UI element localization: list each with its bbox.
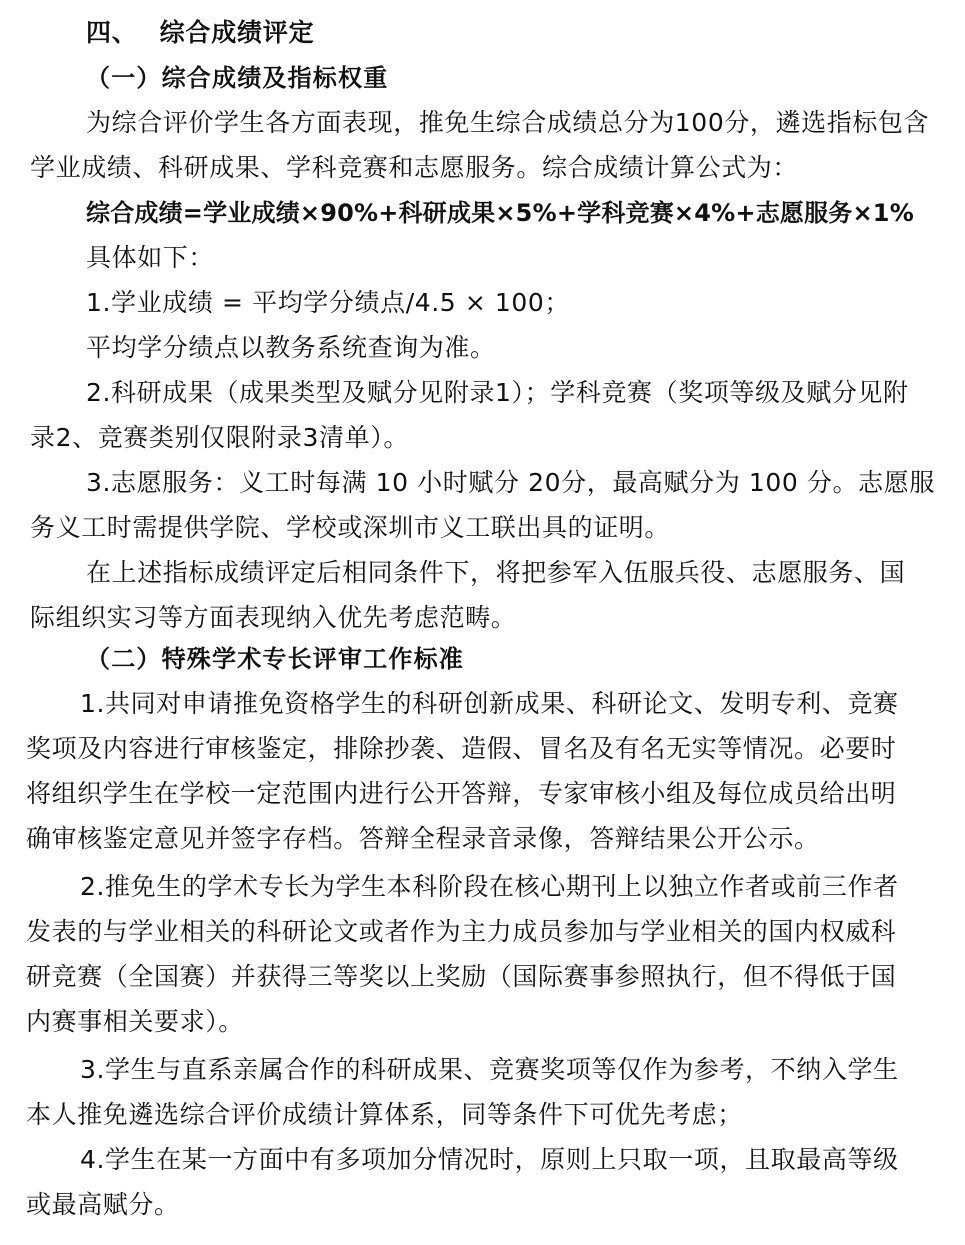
para-3-line-2: 本人推免遴选综合评价成绩计算体系，同等条件下可优先考虑； xyxy=(26,1100,743,1129)
item-1-note: 平均学分绩点以教务系统查询为准。 xyxy=(86,333,496,362)
item-1-academic: 1.学业成绩 = 平均学分绩点/4.5 × 100； xyxy=(86,288,571,317)
details-label: 具体如下： xyxy=(86,243,215,272)
section-heading xyxy=(86,18,314,48)
subsection-2-title: （二）特殊学术专长评审工作标准 xyxy=(86,644,464,673)
subsection-1-title: （一）综合成绩及指标权重 xyxy=(86,63,389,92)
item-2-line-2: 录2、竞赛类别仅限附录3清单）。 xyxy=(30,423,409,452)
para-4-line-2: 或最高赋分。 xyxy=(26,1190,180,1219)
intro-line-2: 学业成绩、科研成果、学科竞赛和志愿服务。综合成绩计算公式为： xyxy=(30,153,799,182)
para-1-line-1: 1.共同对申请推免资格学生的科研创新成果、科研论文、发明专利、竞赛 xyxy=(80,689,899,718)
para-1-line-2: 奖项及内容进行审核鉴定，排除抄袭、造假、冒名及有名无实等情况。必要时 xyxy=(26,734,897,763)
para-1-line-3: 将组织学生在学校一定范围内进行公开答辩，专家审核小组及每位成员给出明 xyxy=(26,779,897,808)
para-2-line-4: 内赛事相关要求）。 xyxy=(26,1007,244,1036)
item-3-line-2: 务义工时需提供学院、学校或深圳市义工联出具的证明。 xyxy=(30,513,671,542)
para-2-line-1: 2.推免生的学术专长为学生本科阶段在核心期刊上以独立作者或前三作者 xyxy=(80,872,899,901)
para-2-line-2: 发表的与学业相关的科研论文或者作为主力成员参加与学业相关的国内权威科 xyxy=(26,917,897,946)
para-4-line-1: 4.学生在某一方面中有多项加分情况时，原则上只取一项，且取最高等级 xyxy=(80,1145,899,1174)
para-3-line-1: 3.学生与直系亲属合作的科研成果、竞赛奖项等仅作为参考，不纳入学生 xyxy=(80,1055,899,1084)
priority-line-1: 在上述指标成绩评定后相同条件下，将把参军入伍服兵役、志愿服务、国 xyxy=(86,558,906,587)
section-number: 四、 xyxy=(86,18,138,47)
para-1-line-4: 确审核鉴定意见并签字存档。答辩全程录音录像，答辩结果公开公示。 xyxy=(26,824,820,853)
para-2-line-3: 研竞赛（全国赛）并获得三等奖以上奖励（国际赛事参照执行，但不得低于国 xyxy=(26,962,897,991)
item-3-line-1: 3.志愿服务：义工时每满 10 小时赋分 20分，最高赋分为 100 分。志愿服 xyxy=(86,468,935,497)
priority-line-2: 际组织实习等方面表现纳入优先考虑范畴。 xyxy=(30,603,517,632)
section-title: 综合成绩评定 xyxy=(159,18,315,47)
item-2-line-1: 2.科研成果（成果类型及赋分见附录1）；学科竞赛（奖项等级及赋分见附 xyxy=(86,378,909,407)
intro-line-1: 为综合评价学生各方面表现，推免生综合成绩总分为100分，遴选指标包含 xyxy=(86,108,930,137)
score-formula: 综合成绩=学业成绩×90%+科研成果×5%+学科竞赛×4%+志愿服务×1% xyxy=(86,199,914,227)
